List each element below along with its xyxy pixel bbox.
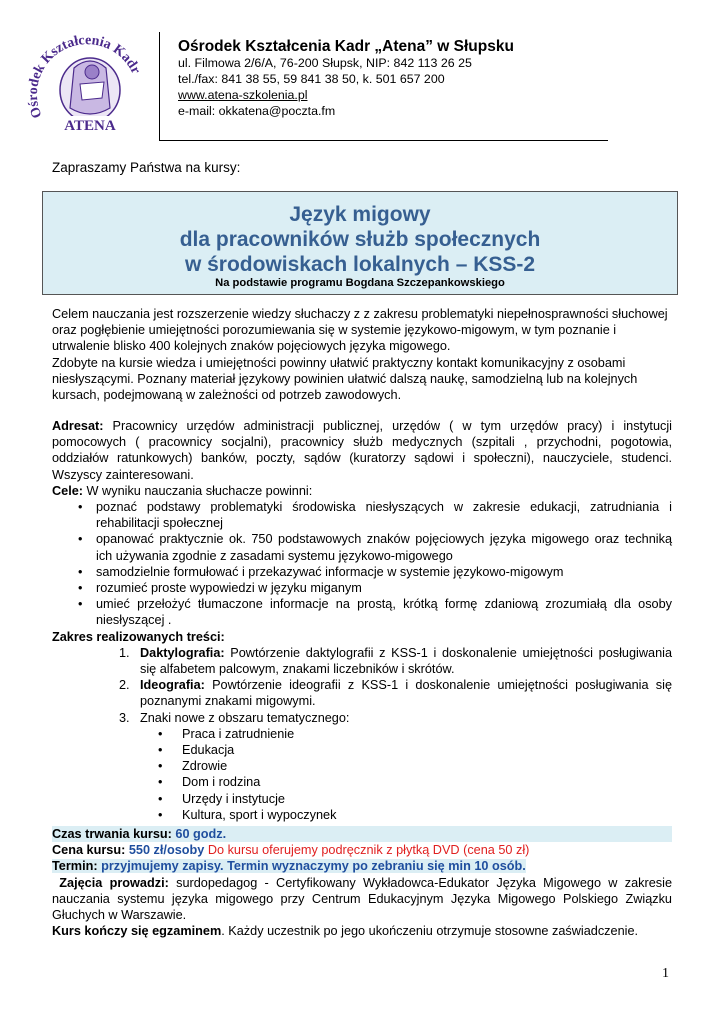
- bullet-icon: •: [158, 807, 163, 822]
- course-title-line2: dla pracowników służb społecznych: [179, 228, 541, 251]
- list-item: • poznać podstawy problematyki środowiska niesłyszących w zakresie edukacji, zatrudniania i rehabilitacji społecznej: [78, 500, 672, 531]
- cele-label: Cele:: [52, 483, 84, 498]
- bullet-icon: •: [78, 581, 83, 596]
- logo-bottom-text: ATENA: [64, 118, 116, 134]
- org-name: Ośrodek Kształcenia Kadr „Atena” w Słupsku: [178, 38, 514, 55]
- course-title-box: [42, 191, 678, 295]
- list-item: 3. Znaki nowe z obszaru tematycznego:: [119, 710, 350, 725]
- header-divider-vertical: [159, 32, 160, 140]
- zakres-list: [52, 645, 672, 726]
- cele-list: [52, 499, 672, 629]
- list-item: 1. Daktylografia: Powtórzenie daktylografii z KSS-1 i doskonalenie umiejętności posługiwania się alfabetem palcowym, znakami liczebników i skrótów.: [119, 645, 672, 677]
- bullet-icon: •: [78, 597, 83, 612]
- bullet-icon: •: [158, 726, 163, 741]
- list-item: 2. Ideografia: Powtórzenie ideografii z KSS-1 i doskonalenie umiejętności posługiwania się poznanymi znakami migowymi.: [119, 678, 672, 709]
- bullet-icon: •: [158, 743, 163, 758]
- course-title-line1: Język migowy: [289, 203, 431, 226]
- exam-paragraph: Kurs kończy się egzaminem. Każdy uczestnik po jego ukończeniu otrzymuje stosowne zaświadczenie.: [52, 924, 639, 939]
- list-item: • Urzędy i instytucje: [158, 791, 285, 806]
- intro-paragraph-2: Zdobyte na kursie wiedza i umiejętności powinny ułatwić praktyczny kontakt komunikacyjny z osobami niesłyszącymi. Poznany materiał językowy powinien ułatwić dalszą naukę, samodzielną lub na kolejnych kursach, podejmowaną w zależności od potrzeb zawodowych.: [52, 355, 638, 403]
- bullet-icon: •: [78, 532, 83, 547]
- logo-top-text: Ośrodek Kształcenia Kadr: [26, 33, 143, 120]
- bullet-icon: •: [158, 791, 163, 806]
- phone: tel./fax: 841 38 55, 59 841 38 50, k. 501 657 200: [178, 72, 445, 86]
- details-section: [52, 826, 672, 939]
- course-title-line3: w środowiskach lokalnych – KSS-2: [184, 253, 536, 276]
- atena-logo: [26, 24, 154, 144]
- header-divider-horizontal: [159, 140, 608, 141]
- adresat-paragraph: [52, 418, 672, 483]
- topics-list: [52, 726, 672, 823]
- zakres-heading: Zakres realizowanych treści:: [52, 629, 225, 644]
- list-item: • opanować praktycznie ok. 750 podstawowych znaków pojęciowych języka migowego oraz techniką ich używania zgodnie z zasadami systemu językowo-migowego: [78, 532, 672, 563]
- page-number: 1: [662, 966, 669, 981]
- list-item: • umieć przełożyć tłumaczone informacje na prostą, krótką formę zdaniową zrozumiałą dla osoby niesłyszącej .: [78, 597, 672, 628]
- address: ul. Filmowa 2/6/A, 76-200 Słupsk, NIP: 842 113 26 25: [178, 56, 472, 70]
- course-subtitle: Na podstawie programu Bogdana Szczepankowskiego: [215, 277, 505, 289]
- invite-text: Zapraszamy Państwa na kursy:: [52, 160, 241, 175]
- adresat-label: Adresat:: [52, 419, 104, 433]
- intro-paragraph-1: Celem nauczania jest rozszerzenie wiedzy słuchaczy z z zakresu problematyki niepełnosprawności słuchowej oraz pogłębienie umiejętności porozumiewania się w systemie językowo-migowym, w tym poznanie i utrwalenie blisko 400 kolejnych znaków pojęciowych języka migowego.: [52, 307, 668, 354]
- email: e-mail: okkatena@poczta.fm: [178, 104, 336, 118]
- list-item: • Kultura, sport i wypoczynek: [158, 807, 337, 822]
- bullet-icon: •: [158, 775, 163, 790]
- bullet-icon: •: [158, 759, 163, 774]
- price-row: Cena kursu: 550 zł/osoby Do kursu oferujemy podręcznik z płytką DVD (cena 50 zł): [52, 843, 530, 858]
- website-link[interactable]: www.atena-szkolenia.pl: [178, 88, 308, 102]
- duration-row: Czas trwania kursu: 60 godz.: [52, 826, 672, 842]
- cele-paragraph: [52, 483, 672, 499]
- list-item: • rozumieć proste wypowiedzi w języku miganym: [78, 581, 362, 596]
- bullet-icon: •: [78, 500, 83, 515]
- adresat-text: Pracownicy urzędów administracji publicznej, urzędów ( w tym urzędów pracy) i instytucji pomocowych ( pracownicy socjalni), pracownicy służb medycznych (szpitali , przychodni, pogotowia, oddziałów ratunkowych) banków, poczty, sądów (kuratorzy sądowi i społeczni), nauczyciele, studenci. Wszyscy zainteresowani.: [52, 419, 672, 482]
- term-row: Termin: przyjmujemy zapisy. Termin wyznaczymy po zebraniu się min 10 osób.: [52, 859, 526, 874]
- bullet-icon: •: [78, 564, 83, 579]
- intro-section: [52, 306, 672, 403]
- list-item: • Dom i rodzina: [158, 775, 261, 790]
- adresat-section: [52, 418, 672, 823]
- list-item: • samodzielnie formułować i przekazywać informacje w systemie językowo-migowym: [78, 564, 564, 579]
- list-item: • Zdrowie: [158, 759, 228, 774]
- cele-text: W wyniku nauczania słuchacze powinni:: [83, 483, 313, 498]
- list-item: • Edukacja: [158, 743, 235, 758]
- list-item: • Praca i zatrudnienie: [158, 726, 295, 741]
- instructor-paragraph: Zajęcia prowadzi: surdopedagog - Certyfikowany Wykładowca-Edukator Języka Migowego w zakresie nauczania systemu języka migowego przy Centrum Edukacyjnym Języka Migowego Polskiego Związku Głuchych w Warszawie.: [52, 875, 673, 923]
